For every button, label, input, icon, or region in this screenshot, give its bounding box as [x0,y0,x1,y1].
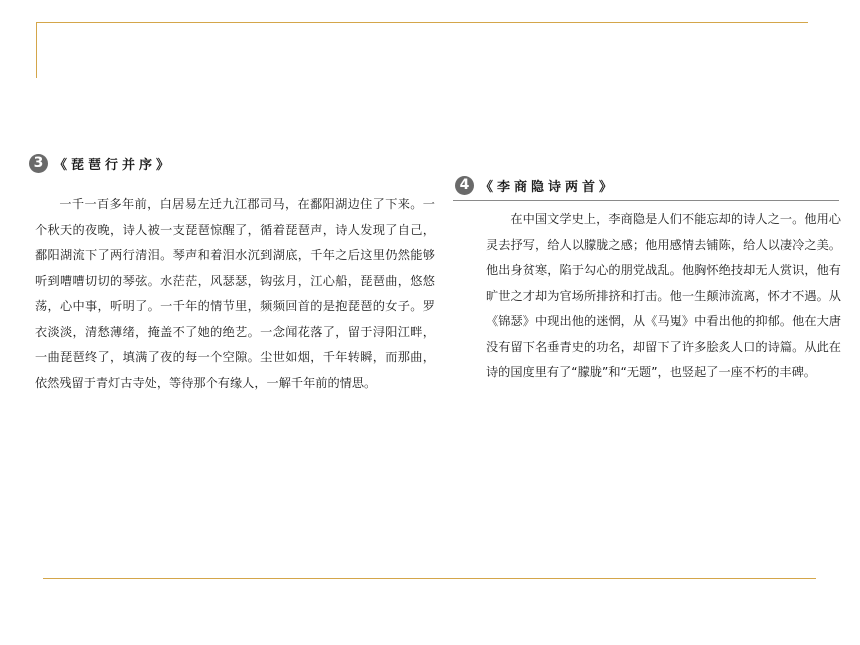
section-3-paragraph: 一千一百多年前，白居易左迁九江郡司马，在鄱阳湖边住了下来。一个秋天的夜晚，诗人被一支琵琶惊醒了，循着琵琶声，诗人发现了自己，鄱阳湖流下了两行清泪。琴声和着泪水沉到湖底，千年之后这里仍然能够听到嘈嘈切切的琴弦。水茫茫，风瑟瑟，钩弦月，江心船，琵琶曲，悠悠荡，心中事，听明了。一千年的情节里，频频回首的是抱琵琶的女子。罗衣淡淡，清愁薄绪，掩盖不了她的绝艺。一念闻花落了，留于浔阳江畔，一曲琵琶终了，填满了夜的每一个空隙。尘世如烟，千年转瞬，而那曲，依然残留于青灯古寺处，等待那个有缘人，一解千年前的情思。 [35,197,435,390]
section-4-title: 《李商隐诗两首》 [480,180,617,195]
top-decorative-rule [36,22,808,23]
section-4-underline [453,200,839,201]
section-3-title: 《琵琶行并序》 [54,158,174,173]
number-badge-3: 3 [29,154,48,173]
bottom-decorative-rule [43,578,816,579]
section-3-heading [29,154,173,173]
number-badge-4: 4 [455,176,474,195]
section-4-paragraph: 在中国文学史上，李商隐是人们不能忘却的诗人之一。他用心灵去抒写，给人以朦胧之感；他用感情去铺陈，给人以凄冷之美。他出身贫寒，陷于勾心的朋党战乱。他胸怀绝技却无人赏识，他有旷世之才却为官场所排挤和打击。他一生颠沛流离，怀才不遇。从《锦瑟》中现出他的迷惘，从《马嵬》中看出他的抑郁。他在大唐没有留下名垂青史的功名，却留下了许多脍炙人口的诗篇。从此在诗的国度里有了“朦胧”和“无题”，也竖起了一座不朽的丰碑。 [486,212,841,379]
top-left-corner-tick [36,22,37,78]
section-4-heading [455,176,616,195]
